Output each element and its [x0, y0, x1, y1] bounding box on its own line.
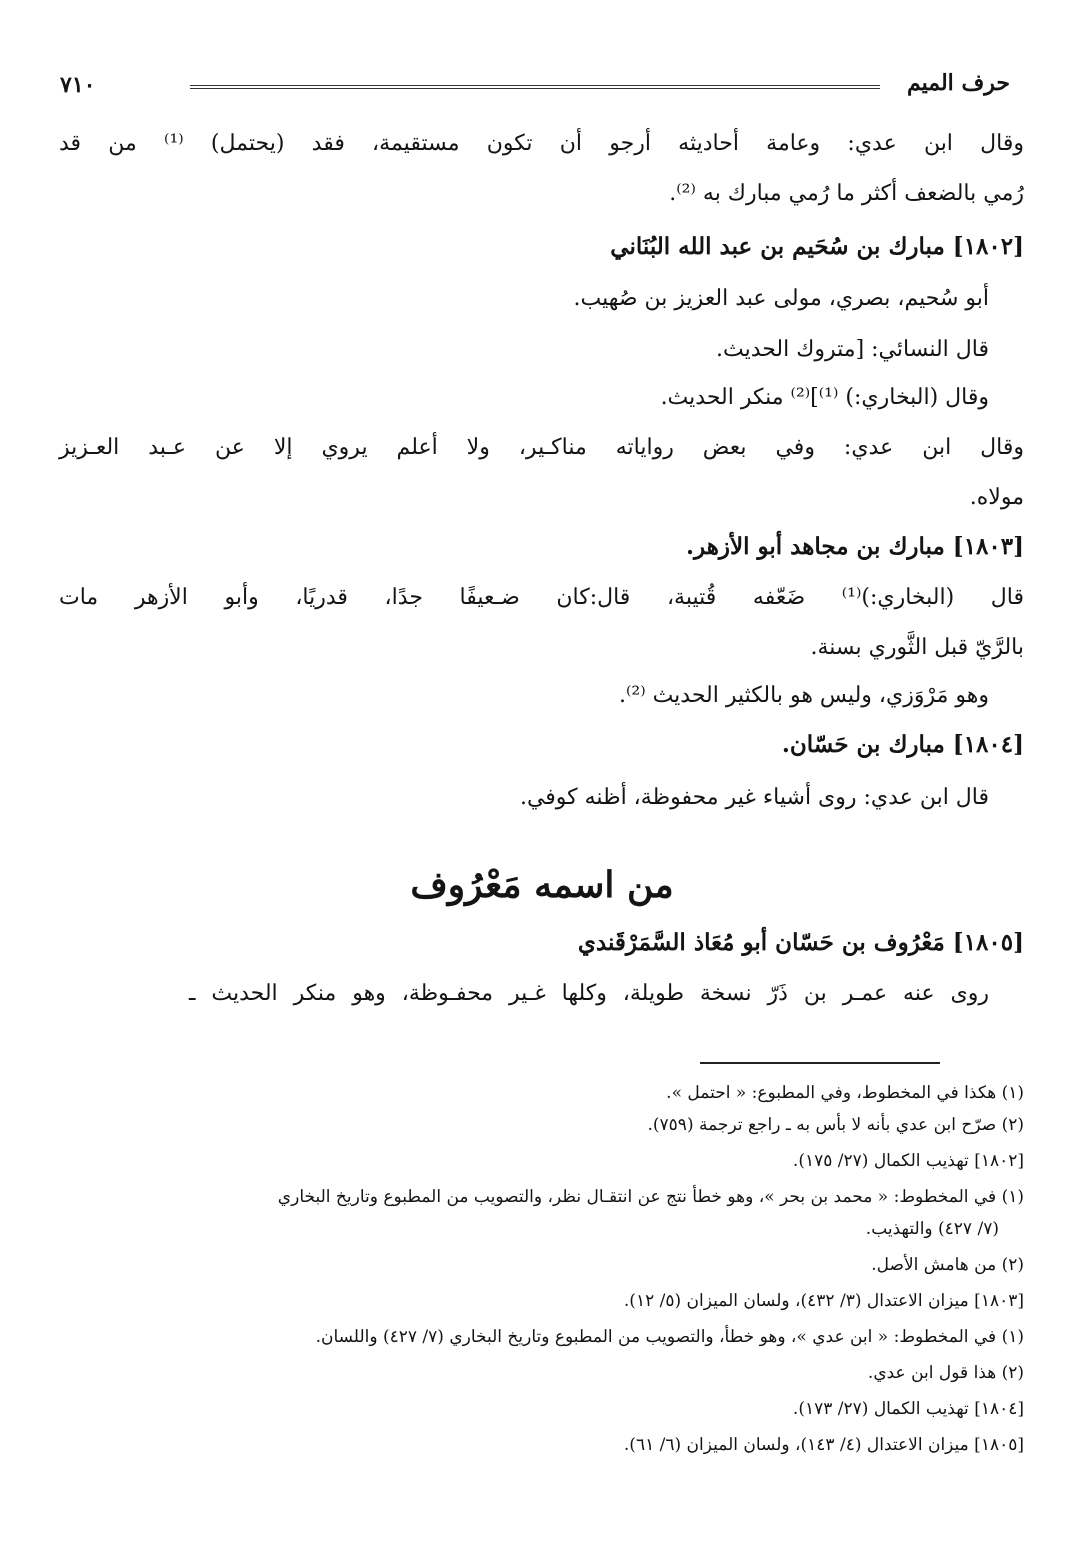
text-line: قال (البخاري:)⁽¹⁾ ضَعّفه قُتيبة، قال:كان ضـعيفًا جدًا، قدريًا، وأبو الأزهر مات	[59, 585, 1024, 610]
text-line: وقال ابن عدي: وفي بعض رواياته مناكـير، ولا أعلم يروي إلا عن عـبد العـزيز	[59, 435, 1024, 460]
running-header	[60, 70, 1010, 110]
chapter-title: حرف الميم	[906, 70, 1010, 96]
footnote: (١) هكذا في المخطوط، وفي المطبوع: « احتمل ».	[666, 1083, 1024, 1103]
section-heading: من اسمه مَعْرُوف	[410, 864, 674, 906]
footnote: (٢) هذا قول ابن عدي.	[867, 1363, 1024, 1383]
entry-heading-1802: [١٨٠٢] مبارك بن سُحَيم بن عبد الله البُنَاني	[610, 233, 1024, 260]
entry-heading-1805: [١٨٠٥] مَعْرُوف بن حَسّان أبو مُعَاذ السَّمَرْقَندي	[577, 929, 1024, 956]
entry-heading-1803: [١٨٠٣] مبارك بن مجاهد أبو الأزهر.	[686, 533, 1024, 560]
text-line: مولاه.	[969, 485, 1024, 510]
text-line: قال ابن عدي: روى أشياء غير محفوظة، أظنه كوفي.	[519, 785, 989, 810]
text-line: وقال ابن عدي: وعامة أحاديثه أرجو أن تكون مستقيمة، فقد (يحتمل) ⁽¹⁾ من قد	[59, 131, 1024, 156]
footnote-separator	[700, 1062, 940, 1064]
text-line: رُمي بالضعف أكثر ما رُمي مبارك به ⁽²⁾.	[669, 181, 1024, 206]
text-line: أبو سُحيم، بصري، مولى عبد العزيز بن صُهيب.	[573, 286, 989, 311]
footnote: (١) في المخطوط: « محمد بن بحر »، وهو خطأ نتج عن انتقـال نظر، والتصويب من المطبوع وتاريخ البخاري	[277, 1187, 1024, 1207]
footnote: (٢) من هامش الأصل.	[871, 1255, 1024, 1275]
text-line: وهو مَرْوَزي، وليس هو بالكثير الحديث ⁽²⁾.	[618, 683, 989, 708]
footnote: [١٨٠٣] ميزان الاعتدال (٣/ ٤٣٢)، ولسان الميزان (٥/ ١٢).	[623, 1291, 1024, 1311]
text-line: قال النسائي: [متروك الحديث.	[715, 337, 989, 362]
footnote: [١٨٠٤] تهذيب الكمال (٢٧/ ١٧٣).	[792, 1399, 1024, 1419]
page-number: ٧١٠	[60, 72, 96, 98]
footnote: (٧/ ٤٢٧) والتهذيب.	[865, 1219, 999, 1239]
entry-heading-1804: [١٨٠٤] مبارك بن حَسّان.	[781, 731, 1024, 758]
footnote: (٢) صرّح ابن عدي بأنه لا بأس به ـ راجع ترجمة (٧٥٩).	[647, 1115, 1024, 1135]
text-line: بالرَّيّ قبل الثَّوري بسنة.	[810, 635, 1024, 660]
footnote: (١) في المخطوط: « ابن عدي »، وهو خطأ، والتصويب من المطبوع وتاريخ البخاري (٧/ ٤٢٧) واللسان.	[315, 1327, 1024, 1347]
footnote: [١٨٠٥] ميزان الاعتدال (٤/ ١٤٣)، ولسان الميزان (٦/ ٦١).	[623, 1435, 1024, 1455]
header-rule	[190, 85, 880, 89]
text-line: وقال (البخاري:) ⁽¹⁾]⁽²⁾ منكر الحديث.	[660, 385, 989, 410]
footnote: [١٨٠٢] تهذيب الكمال (٢٧/ ١٧٥).	[792, 1151, 1024, 1171]
text-line: روى عنه عمـر بن ذَرّ نسخة طويلة، وكلها غـير محفـوظة، وهو منكر الحديث ـ	[189, 981, 989, 1006]
